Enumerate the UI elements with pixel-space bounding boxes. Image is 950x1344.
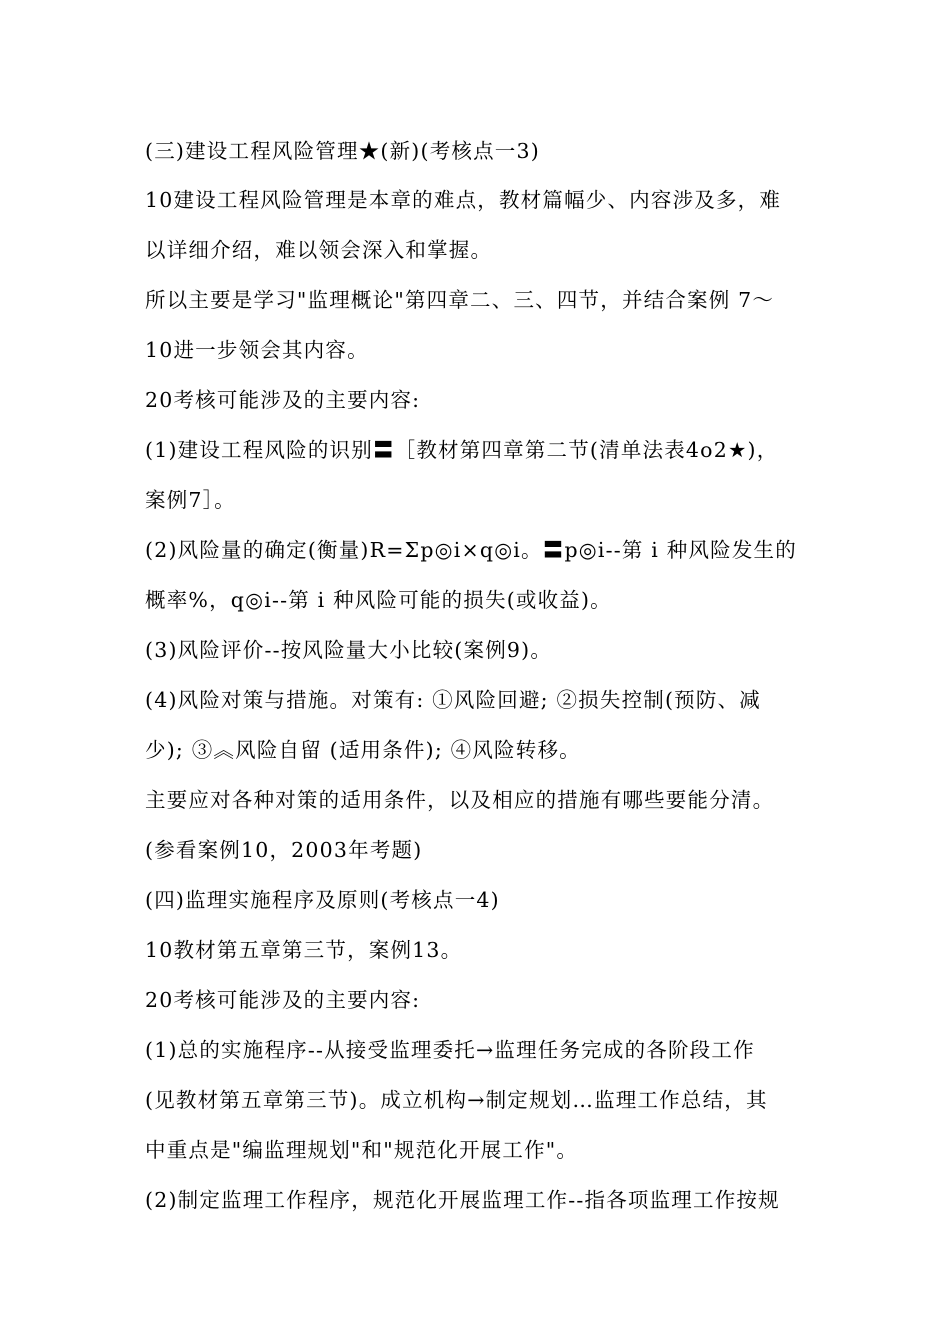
text-line: (参看案例10，2003年考题) bbox=[145, 838, 423, 862]
text-line: (1)建设工程风险的识别〓［教材第四章第二节(清单法表4o2★)， bbox=[145, 438, 779, 462]
section-heading-risk-management: (三)建设工程风险管理★(新)(考核点一3) bbox=[145, 139, 540, 163]
text-line: 中重点是"编监理规划"和"规范化开展工作"。 bbox=[145, 1138, 579, 1162]
text-line: (见教材第五章第三节)。成立机构→制定规划…监理工作总结，其 bbox=[145, 1088, 768, 1112]
text-line: 少); ③︽风险自留 (适用条件); ④风险转移。 bbox=[145, 738, 581, 762]
text-line: 案例7］。 bbox=[145, 488, 236, 512]
text-line: 概率%，q◎i--第 i 种风险可能的损失(或收益)。 bbox=[145, 588, 612, 612]
text-line: 20考核可能涉及的主要内容: bbox=[145, 988, 421, 1012]
text-line: 所以主要是学习"监理概论"第四章二、三、四节，并结合案例 7～ bbox=[145, 288, 775, 312]
text-line: 以详细介绍，难以领会深入和掌握。 bbox=[145, 238, 493, 262]
text-line: (4)风险对策与措施。对策有: ①风险回避; ②损失控制(预防、减 bbox=[145, 688, 761, 712]
text-line: (2)制定监理工作程序，规范化开展监理工作--指各项监理工作按规 bbox=[145, 1188, 780, 1212]
text-line: (3)风险评价--按风险量大小比较(案例9)。 bbox=[145, 638, 553, 662]
section-heading-implementation: (四)监理实施程序及原则(考核点一4) bbox=[145, 888, 500, 912]
text-line: 主要应对各种对策的适用条件，以及相应的措施有哪些要能分清。 bbox=[145, 788, 775, 812]
text-line: 10建设工程风险管理是本章的难点，教材篇幅少、内容涉及多，难 bbox=[145, 188, 782, 212]
text-line: 10进一步领会其内容。 bbox=[145, 338, 369, 362]
text-line: 10教材第五章第三节，案例13。 bbox=[145, 938, 463, 962]
text-line: (1)总的实施程序--从接受监理委托→监理任务完成的各阶段工作 bbox=[145, 1038, 755, 1062]
text-line: (2)风险量的确定(衡量)R=Σp◎i×q◎i。〓p◎i--第 i 种风险发生的 bbox=[145, 538, 797, 562]
text-line: 20考核可能涉及的主要内容: bbox=[145, 388, 421, 412]
